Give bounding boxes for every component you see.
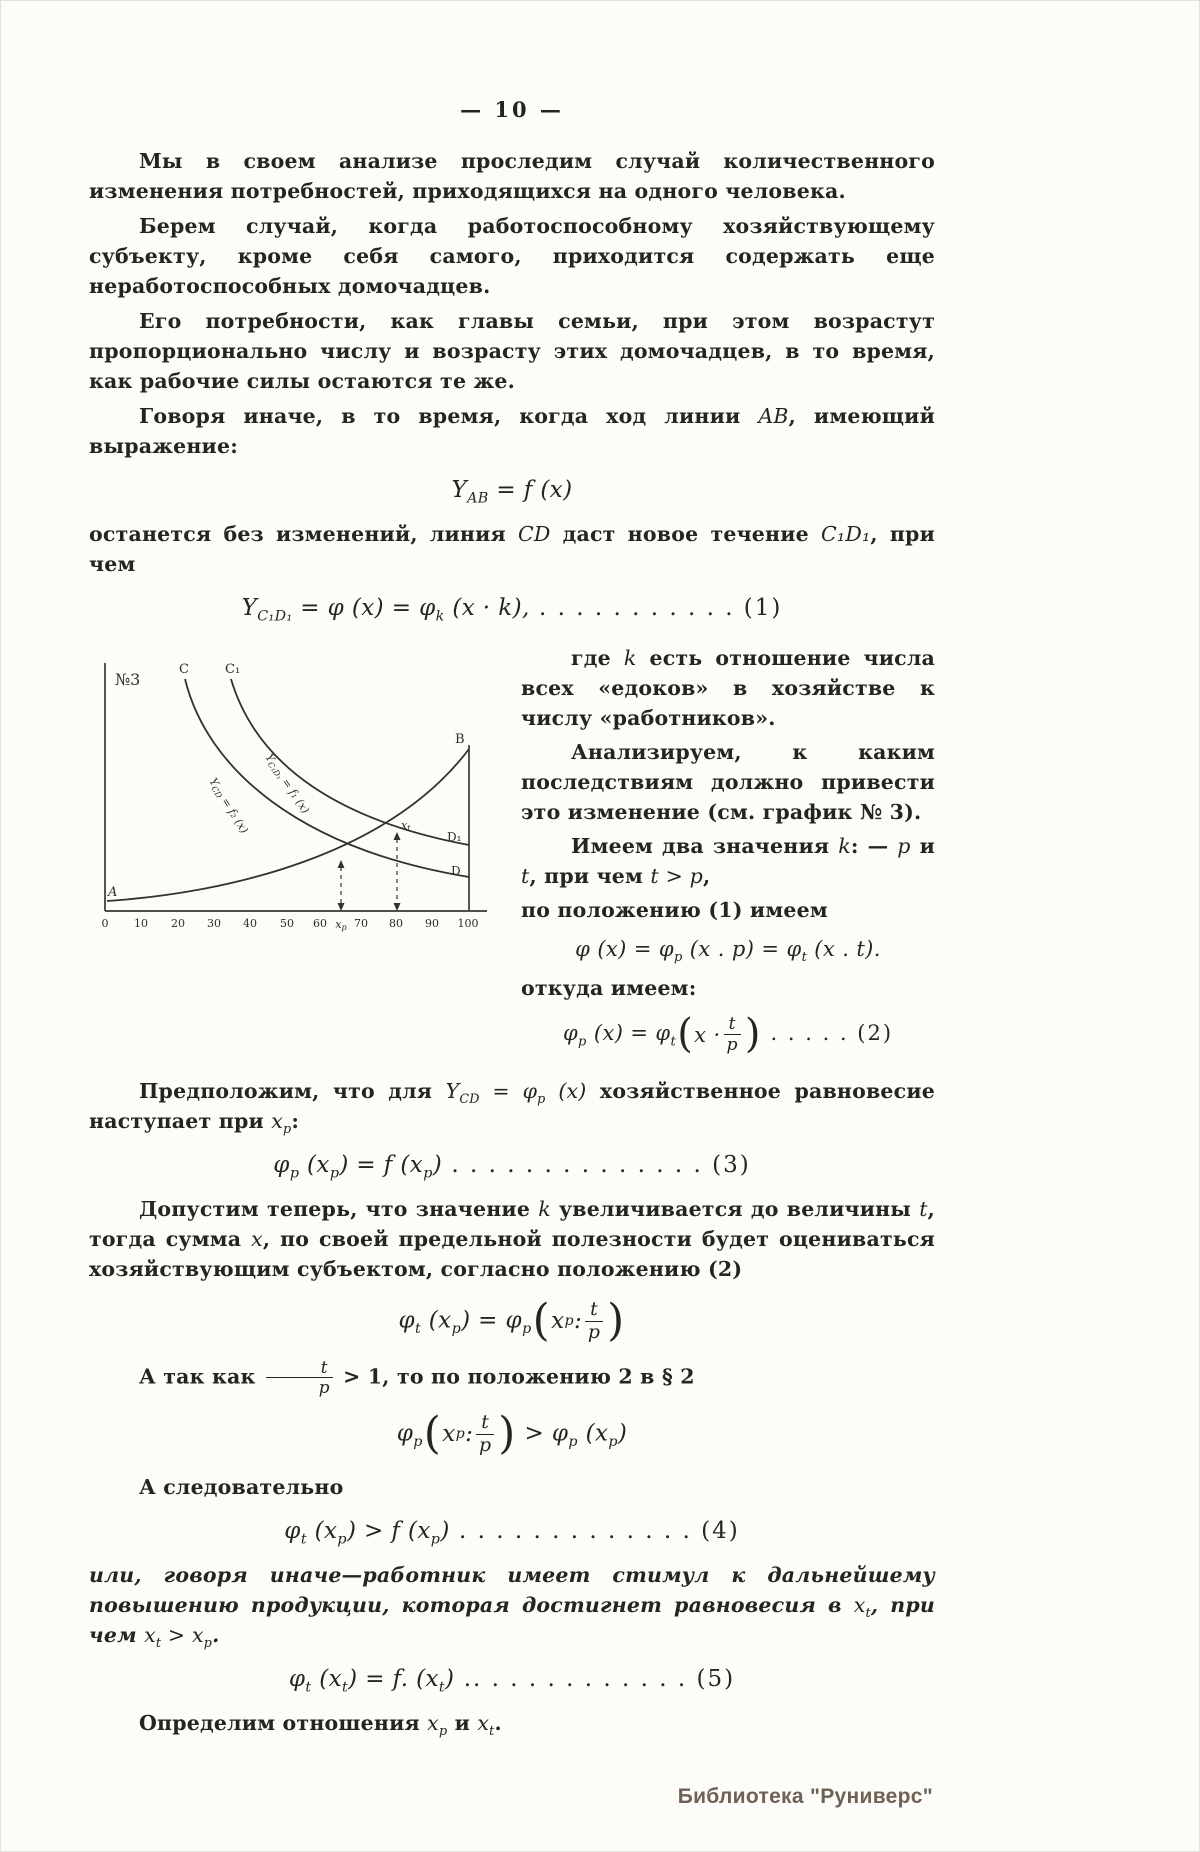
equation-2-number: . . . . . (2) xyxy=(761,1021,894,1046)
graph-canvas xyxy=(89,649,491,949)
paragraph-3: Его потребности, как главы семьи, при этом возрастут пропорционально числу и возрасту этих домочадцев, в то время, как рабочие силы остаются те же. xyxy=(89,309,935,393)
point-label-d1: D₁ xyxy=(447,830,462,844)
paragraph-14: А следовательно xyxy=(139,1474,344,1499)
tick-20: 20 xyxy=(171,917,185,930)
paragraph-2: Берем случай, когда работоспособному хозяйствующему субъекту, кроме себя самого, приходится содержать еще неработоспособных домочадцев. xyxy=(89,214,935,298)
paragraph-10: откуда имеем: xyxy=(521,976,697,1000)
paragraph-11: Предположим, что для $Y_{CD} = \varphi_p$ (x) хозяйственное равновесие наступает при $x_p$: xyxy=(89,1079,936,1137)
equation-inequality-lemma: $\varphi_p$ ( x p : $\frac{t}{p}$ ) > $\varphi_p$ $(x_p)$ xyxy=(396,1407,628,1459)
equation-3-number: . . . . . . . . . . . . . . (3) xyxy=(442,1152,751,1179)
open-paren: ( xyxy=(532,1294,551,1346)
close-paren: ) xyxy=(498,1407,516,1459)
paragraph-1: Мы в своем анализе проследим случай количественного изменения потребностей, приходящихся на одного человека. xyxy=(89,149,935,203)
fraction-t-over-p: $\frac{t}{p}$ xyxy=(585,1300,603,1343)
tick-40: 40 xyxy=(243,917,257,930)
math-C1D1: C₁D₁ xyxy=(821,522,871,546)
equation-phi-identity: φ $(x) = \varphi_p$ (x . $p) = \varphi_t$ (x . t). xyxy=(575,937,881,966)
figure-number-label: №3 xyxy=(115,670,141,689)
arrowhead-down-xp xyxy=(338,903,345,911)
figure-and-sidetext-row xyxy=(89,639,935,1066)
curve-cd xyxy=(185,679,469,877)
figure-graph-3 xyxy=(89,639,491,1066)
equation-1: $Y_{C_1D_1} = \varphi$ $(x) = \varphi_k$ (x · k), . . . . . . . . . . . (1) xyxy=(241,595,783,625)
math-AB: AB xyxy=(758,404,789,428)
tick-30: 30 xyxy=(207,917,221,930)
xt-marker-label: xt xyxy=(401,819,411,833)
equation-5-number: .. . . . . . . . . . . . (5) xyxy=(454,1665,736,1692)
tick-60: 60 xyxy=(313,917,327,930)
paragraph-6: где k есть отношение числа всех «едоков» в хозяйстве к числу «работников». xyxy=(521,646,935,730)
equation-1-number: . . . . . . . . . . . (1) xyxy=(529,595,783,621)
library-watermark: Библиотека "Руниверс" xyxy=(677,1785,933,1808)
paragraph-16: Определим отношения $x_p$ и $x_t$. xyxy=(139,1710,502,1738)
fraction-t-over-p: $\frac{t}{p}$ xyxy=(476,1413,494,1456)
arrowhead-up-xt xyxy=(394,832,401,840)
side-text-column xyxy=(521,639,935,1066)
open-paren: ( xyxy=(423,1407,442,1459)
math-CD: CD xyxy=(517,522,551,546)
tick-10: 10 xyxy=(134,917,148,930)
tick-xp: xp xyxy=(335,918,347,932)
point-label-b: B xyxy=(455,732,465,747)
equation-4-number: . . . . . . . . . . . . . (4) xyxy=(449,1517,740,1544)
paragraph-12: Допустим теперь, что значение k увеличивается до величины t, тогда сумма x, по своей предельной полезности будет оцениваться хозяйствующим субъектом, согласно положению (2) xyxy=(89,1197,935,1282)
close-paren: ) xyxy=(744,1010,761,1057)
paragraph-9: по положению (1) имеем xyxy=(521,898,828,922)
point-label-c: C xyxy=(179,662,189,677)
paragraph-8: Имеем два значения k: — p и t, при чем t > p, xyxy=(521,834,935,888)
arrowhead-up-xp xyxy=(338,860,345,868)
tick-100: 100 xyxy=(457,917,479,930)
equation-yab: $Y_{AB} = f$ (x) xyxy=(451,477,573,507)
equation-2: $\varphi_p$ $(x) = \varphi_t$ ( x · $\frac{t}{p}$ ) . . . . . (2) xyxy=(562,1010,894,1057)
point-label-d: D xyxy=(451,864,461,878)
open-paren: ( xyxy=(677,1010,694,1057)
close-paren: ) xyxy=(607,1294,625,1346)
paragraph-15: или, говоря иначе—работник имеет стимул к дальнейшему повышению продукции, которая достигнет равновесия в $x_t$, при чем $x_t > x_p$. xyxy=(89,1562,935,1650)
equation-4: $\varphi_t$ $(x_p) > f$ $(x_p)$ . . . . . . . . . . . . . (4) xyxy=(284,1517,740,1548)
math-k: k xyxy=(623,646,637,670)
tick-80: 80 xyxy=(389,917,403,930)
tick-50: 50 xyxy=(280,917,294,930)
paragraph-7: Анализируем, к каким последствиям должно привести это изменение (см. график № 3). xyxy=(521,740,935,824)
tick-0: 0 xyxy=(101,917,109,930)
curve-label-c1d1: YC₁D₁ = f₁ (x) xyxy=(262,751,312,817)
equation-valuation: $\varphi_t$ $(x_p) = \varphi_p$ ( x p : $\frac{t}{p}$ ) xyxy=(398,1294,625,1346)
curve-ab xyxy=(107,749,469,901)
page-number: — 10 — xyxy=(460,97,564,122)
equation-3: $\varphi_p$ $(x_p) = f$ $(x_p)$ . . . . . . . . . . . . . . (3) xyxy=(273,1152,751,1182)
point-label-c1: C₁ xyxy=(225,662,241,677)
arrowhead-down-xt xyxy=(394,903,401,911)
equation-5: $\varphi_t$ $(x_t) = f$. $(x_t)$ .. . . . . . . . . . . . (5) xyxy=(288,1665,736,1696)
fraction-t-over-p-inline: $\frac{t}{p}$ xyxy=(266,1359,333,1397)
curve-label-cd: YCD = f₂ (x) xyxy=(206,775,251,836)
fraction-t-over-p: $\frac{t}{p}$ xyxy=(724,1015,741,1054)
paragraph-5: останется без изменений, линия CD даст новое течение C₁D₁, при чем xyxy=(89,522,935,576)
tick-70: 70 xyxy=(354,917,368,930)
point-label-a: A xyxy=(108,885,118,900)
tick-90: 90 xyxy=(425,917,439,930)
paragraph-13: А так как $\frac{t}{p}$ > 1, то по положению 2 в § 2 xyxy=(139,1356,695,1398)
text-block xyxy=(89,97,935,1743)
paragraph-4: Говоря иначе, в то время, когда ход линии AB, имеющий выражение: xyxy=(89,404,935,458)
